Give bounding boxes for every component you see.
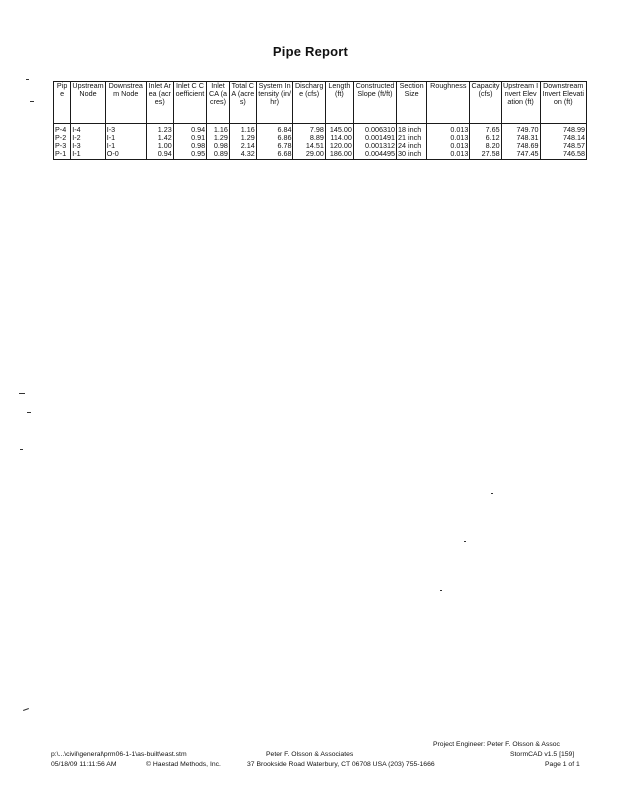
scan-speck xyxy=(440,590,442,591)
table-cell-c: 0.98 xyxy=(173,142,206,150)
table-cell-upinv: 748.69 xyxy=(501,142,540,150)
table-cell-pipe: P-4 xyxy=(54,124,71,135)
table-cell-upinv: 749.70 xyxy=(501,124,540,135)
table-cell-down: I-1 xyxy=(105,134,146,142)
table-cell-pipe: P-1 xyxy=(54,150,71,160)
table-cell-slope: 0.001312 xyxy=(353,142,396,150)
table-cell-up: I-1 xyxy=(71,150,106,160)
column-header: Constructed Slope (ft/ft) xyxy=(353,82,396,124)
scan-speck xyxy=(23,708,29,711)
table-cell-tca: 4.32 xyxy=(229,150,256,160)
table-cell-area: 1.23 xyxy=(146,124,173,135)
scan-speck xyxy=(30,101,34,102)
column-header: Inlet Area (acres) xyxy=(146,82,173,124)
table-cell-pipe: P-3 xyxy=(54,142,71,150)
table-cell-area: 1.42 xyxy=(146,134,173,142)
table-cell-ca: 1.29 xyxy=(207,134,230,142)
pipe-report-table xyxy=(53,81,587,160)
column-header: System Intensity (in/hr) xyxy=(256,82,293,124)
table-cell-cap: 8.20 xyxy=(470,142,501,150)
table-cell-intensity: 6.86 xyxy=(256,134,293,142)
table-cell-ca: 0.89 xyxy=(207,150,230,160)
table-cell-c: 0.94 xyxy=(173,124,206,135)
table-cell-area: 0.94 xyxy=(146,150,173,160)
table-row xyxy=(54,134,587,142)
scan-speck xyxy=(26,79,29,80)
table-cell-n: 0.013 xyxy=(427,142,470,150)
column-header: Pipe xyxy=(54,82,71,124)
table-cell-up: I-3 xyxy=(71,142,106,150)
table-cell-n: 0.013 xyxy=(427,124,470,135)
table-cell-upinv: 748.31 xyxy=(501,134,540,142)
column-header: Downstream Node xyxy=(105,82,146,124)
footer-page-number: Page 1 of 1 xyxy=(545,761,580,768)
column-header: Capacity (cfs) xyxy=(470,82,501,124)
column-header: Inlet C Coefficient xyxy=(173,82,206,124)
table-cell-size: 21 inch xyxy=(397,134,427,142)
table-cell-n: 0.013 xyxy=(427,150,470,160)
table-cell-len: 145.00 xyxy=(325,124,353,135)
table-cell-q: 29.00 xyxy=(293,150,325,160)
table-row xyxy=(54,142,587,150)
column-header: Downstream Invert Elevation (ft) xyxy=(540,82,587,124)
table-cell-len: 120.00 xyxy=(325,142,353,150)
page-title: Pipe Report xyxy=(272,44,349,59)
table-cell-ca: 0.98 xyxy=(207,142,230,150)
table-cell-slope: 0.004495 xyxy=(353,150,396,160)
table-cell-ca: 1.16 xyxy=(207,124,230,135)
table-cell-slope: 0.001491 xyxy=(353,134,396,142)
table-cell-size: 24 inch xyxy=(397,142,427,150)
table-cell-up: I-4 xyxy=(71,124,106,135)
table-cell-q: 8.89 xyxy=(293,134,325,142)
column-header: Inlet CA (acres) xyxy=(207,82,230,124)
footer-software: StormCAD v1.5 [159] xyxy=(510,751,575,758)
table-cell-size: 18 inch xyxy=(397,124,427,135)
table-row xyxy=(54,124,587,135)
scan-speck xyxy=(491,493,493,494)
table-cell-q: 14.51 xyxy=(293,142,325,150)
scan-speck xyxy=(464,541,466,542)
table-cell-down: O-0 xyxy=(105,150,146,160)
table-cell-dninv: 746.58 xyxy=(540,150,587,160)
table-cell-size: 30 inch xyxy=(397,150,427,160)
table-cell-upinv: 747.45 xyxy=(501,150,540,160)
table-cell-dninv: 748.57 xyxy=(540,142,587,150)
column-header: Section Size xyxy=(397,82,427,124)
table-cell-down: I-1 xyxy=(105,142,146,150)
table-cell-n: 0.013 xyxy=(427,134,470,142)
table-cell-len: 114.00 xyxy=(325,134,353,142)
table-cell-tca: 1.29 xyxy=(229,134,256,142)
table-header-row xyxy=(54,82,587,124)
table-cell-dninv: 748.14 xyxy=(540,134,587,142)
column-header: Length (ft) xyxy=(325,82,353,124)
table-cell-cap: 27.58 xyxy=(470,150,501,160)
table-cell-slope: 0.006310 xyxy=(353,124,396,135)
table-cell-intensity: 6.78 xyxy=(256,142,293,150)
table-cell-intensity: 6.84 xyxy=(256,124,293,135)
table-cell-intensity: 6.68 xyxy=(256,150,293,160)
footer-path: p:\...\civil\general\prm06-1-1\as-built\east.stm xyxy=(51,751,187,758)
table-cell-cap: 6.12 xyxy=(470,134,501,142)
table-cell-len: 186.00 xyxy=(325,150,353,160)
table-cell-down: I-3 xyxy=(105,124,146,135)
footer-datetime: 05/18/09 11:11:56 AM xyxy=(51,761,117,768)
table-cell-cap: 7.65 xyxy=(470,124,501,135)
scan-speck xyxy=(20,449,23,450)
table-cell-up: I-2 xyxy=(71,134,106,142)
table-cell-dninv: 748.99 xyxy=(540,124,587,135)
table-cell-c: 0.91 xyxy=(173,134,206,142)
column-header: Discharge (cfs) xyxy=(293,82,325,124)
scan-speck xyxy=(19,393,25,394)
footer-address: 37 Brookside Road Waterbury, CT 06708 USA (203) 755-1666 xyxy=(247,761,435,768)
table-row xyxy=(54,150,587,160)
column-header: Roughness xyxy=(427,82,470,124)
table-cell-area: 1.00 xyxy=(146,142,173,150)
table-cell-tca: 2.14 xyxy=(229,142,256,150)
column-header: Upstream Invert Elevation (ft) xyxy=(501,82,540,124)
footer-copyright: © Haestad Methods, Inc. xyxy=(146,761,221,768)
column-header: Total CA (acres) xyxy=(229,82,256,124)
scan-speck xyxy=(27,412,31,413)
table-cell-pipe: P-2 xyxy=(54,134,71,142)
table-cell-q: 7.98 xyxy=(293,124,325,135)
footer-engineer: Project Engineer: Peter F. Olsson & Assoc xyxy=(433,741,560,748)
footer-company: Peter F. Olsson & Associates xyxy=(266,751,354,758)
table-cell-tca: 1.16 xyxy=(229,124,256,135)
table-cell-c: 0.95 xyxy=(173,150,206,160)
column-header: Upstream Node xyxy=(71,82,106,124)
